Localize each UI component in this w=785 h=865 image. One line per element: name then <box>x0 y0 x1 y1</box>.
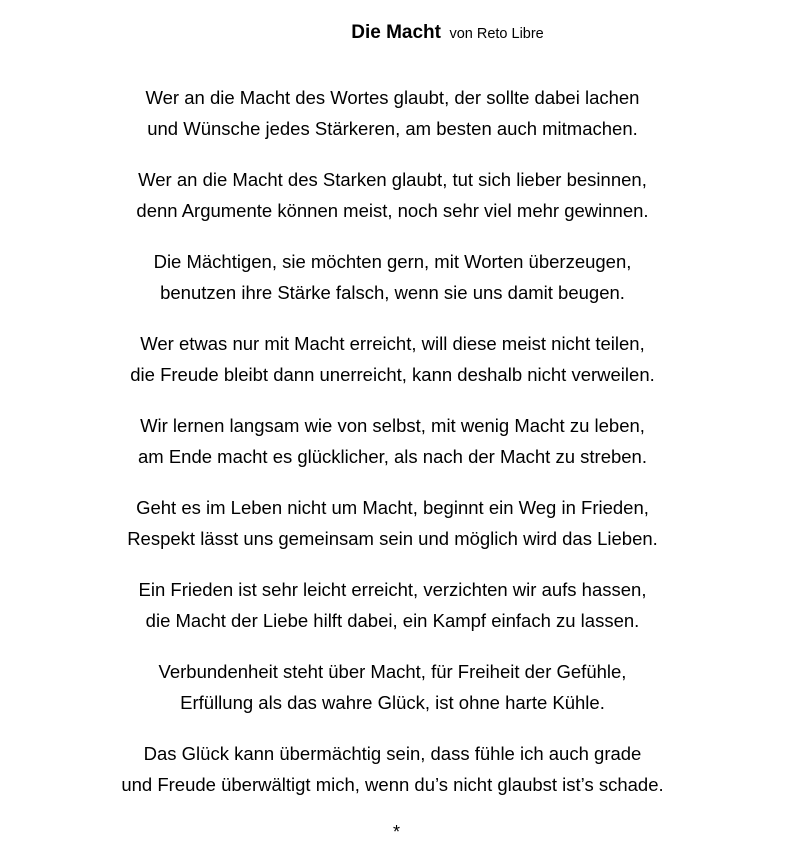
poem-line: Erfüllung als das wahre Glück, ist ohne harte Kühle. <box>180 692 605 713</box>
stanza <box>0 656 785 718</box>
stanza <box>0 492 785 554</box>
poem-line: und Freude überwältigt mich, wenn du’s nicht glaubst ist’s schade. <box>121 774 664 795</box>
poem-line: Wir lernen langsam wie von selbst, mit wenig Macht zu leben, <box>140 415 645 436</box>
stanza <box>0 246 785 308</box>
poem-line: Verbundenheit steht über Macht, für Freiheit der Gefühle, <box>158 661 627 682</box>
poem-line: und Wünsche jedes Stärkeren, am besten auch mitmachen. <box>147 118 638 139</box>
stanza <box>0 738 785 800</box>
stanza <box>0 164 785 226</box>
poem-title: Die Macht <box>351 22 441 43</box>
stanza <box>0 328 785 390</box>
poem-line: denn Argumente können meist, noch sehr viel mehr gewinnen. <box>136 200 649 221</box>
poem-line: am Ende macht es glücklicher, als nach der Macht zu streben. <box>137 446 647 467</box>
poem-line: Wer an die Macht des Wortes glaubt, der sollte dabei lachen <box>145 87 640 108</box>
stanza <box>0 410 785 472</box>
poem-line: Die Mächtigen, sie möchten gern, mit Worten überzeugen, <box>153 251 632 272</box>
section-separator: * <box>392 822 400 842</box>
poem-line: benutzen ihre Stärke falsch, wenn sie uns damit beugen. <box>160 282 625 303</box>
poem-line: Ein Frieden ist sehr leicht erreicht, verzichten wir aufs hassen, <box>138 579 647 600</box>
poem-line: Das Glück kann übermächtig sein, dass fühle ich auch grade <box>143 743 642 764</box>
poem-line: die Freude bleibt dann unerreicht, kann deshalb nicht verweilen. <box>130 364 655 385</box>
poem-line: Geht es im Leben nicht um Macht, beginnt ein Weg in Frieden, <box>136 497 649 518</box>
poem-line: die Macht der Liebe hilft dabei, ein Kampf einfach zu lassen. <box>145 610 640 631</box>
poem-byline: von Reto Libre <box>449 26 544 42</box>
stanza <box>0 574 785 636</box>
poem-line: Wer an die Macht des Starken glaubt, tut sich lieber besinnen, <box>138 169 647 190</box>
title-row <box>0 18 785 48</box>
poem-line: Wer etwas nur mit Macht erreicht, will diese meist nicht teilen, <box>140 333 645 354</box>
poem-line: Respekt lässt uns gemeinsam sein und möglich wird das Lieben. <box>127 528 658 549</box>
poem-body <box>0 82 785 800</box>
stanza <box>0 82 785 144</box>
